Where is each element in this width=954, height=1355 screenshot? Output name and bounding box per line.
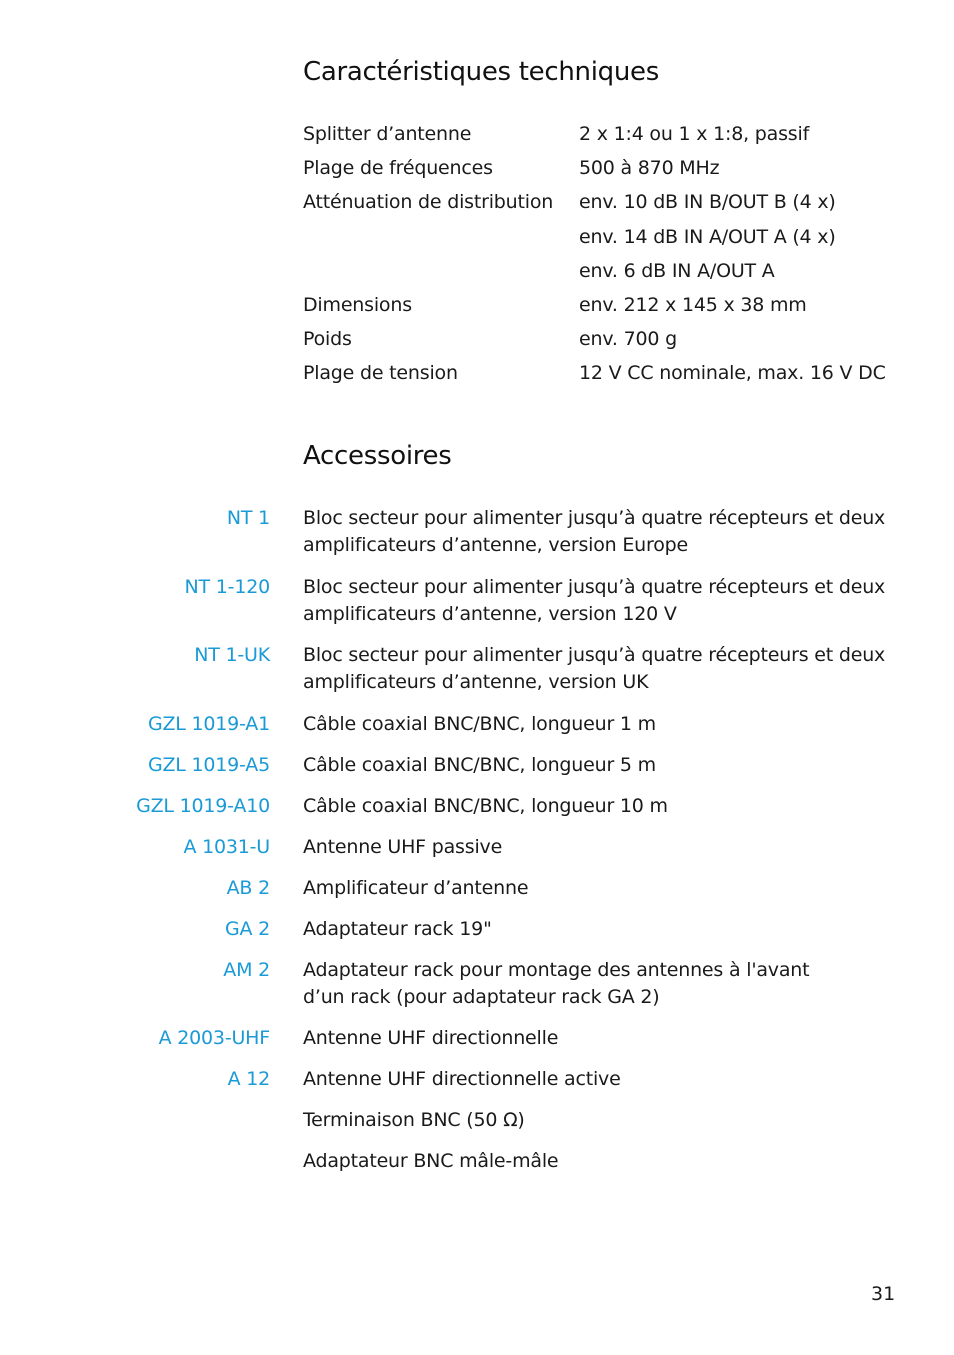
accessory-description-line: Adaptateur rack pour montage des antennes à l'avant (303, 958, 810, 981)
accessory-description (303, 711, 913, 738)
accessory-description (303, 752, 913, 779)
accessory-description-line: Antenne UHF directionnelle (303, 1027, 559, 1049)
accessory-code: NT 1-UK (194, 644, 270, 666)
spec-row (303, 359, 923, 393)
accessory-description (303, 916, 913, 943)
accessory-item (0, 574, 954, 643)
accessory-item (0, 1148, 954, 1189)
accessory-description-line: Bloc secteur pour alimenter jusqu’à quatre récepteurs et deux (303, 507, 886, 529)
accessory-description-line: Bloc secteur pour alimenter jusqu’à quatre récepteurs et deux (303, 644, 886, 666)
accessory-item (0, 916, 954, 957)
accessory-description (303, 1066, 913, 1093)
accessory-description (303, 574, 913, 628)
accessory-description-line: Câble coaxial BNC/BNC, longueur 10 m (303, 794, 668, 817)
accessory-item (0, 834, 954, 875)
accessory-description-line: Terminaison BNC (50 Ω) (303, 1109, 525, 1131)
accessories-list (0, 505, 954, 1189)
accessory-item (0, 642, 954, 711)
accessory-description (303, 875, 913, 902)
spec-label: Splitter d’antenne (303, 123, 472, 145)
accessory-item (0, 752, 954, 793)
accessory-code: A 2003-UHF (158, 1027, 270, 1049)
accessory-description (303, 1025, 913, 1052)
accessory-code: GZL 1019-A1 (147, 712, 270, 735)
accessory-description-line: Câble coaxial BNC/BNC, longueur 1 m (303, 712, 656, 735)
accessories-heading: Accessoires (303, 441, 452, 471)
spec-value: 500 à 870 MHz (579, 157, 720, 180)
spec-row (303, 325, 923, 359)
spec-value: env. 10 dB IN B/OUT B (4 x) (579, 191, 836, 214)
accessory-description (303, 834, 913, 861)
spec-value: env. 212 x 145 x 38 mm (579, 293, 807, 316)
accessory-description (303, 505, 913, 559)
accessory-description-line: d’un rack (pour adaptateur rack GA 2) (303, 985, 660, 1008)
accessory-description-line: Bloc secteur pour alimenter jusqu’à quatre récepteurs et deux (303, 575, 886, 598)
specifications-table (303, 120, 923, 394)
accessory-item (0, 505, 954, 574)
accessory-code: NT 1 (226, 507, 270, 529)
accessory-item (0, 711, 954, 752)
accessory-description-line: amplificateurs d’antenne, version UK (303, 671, 649, 693)
accessory-item (0, 957, 954, 1026)
spec-label: Plage de fréquences (303, 157, 493, 180)
accessory-description-line: Adaptateur rack 19" (303, 917, 492, 940)
accessory-code: AM 2 (223, 958, 270, 981)
spec-value: env. 14 dB IN A/OUT A (4 x) (579, 225, 836, 248)
accessory-description (303, 1107, 913, 1134)
accessory-description-line: Adaptateur BNC mâle-mâle (303, 1150, 559, 1172)
accessory-description (303, 642, 913, 696)
accessory-description (303, 957, 913, 1011)
accessory-item (0, 1107, 954, 1148)
accessory-description-line: Amplificateur d’antenne (303, 876, 529, 899)
spec-row (303, 120, 923, 154)
accessory-item (0, 875, 954, 916)
spec-row (303, 257, 923, 291)
accessory-code: NT 1-120 (184, 575, 270, 598)
spec-label: Atténuation de distribution (303, 191, 554, 214)
spec-value: 12 V CC nominale, max. 16 V DC (579, 362, 886, 385)
accessory-code: GZL 1019-A5 (147, 753, 270, 776)
accessory-description (303, 793, 913, 820)
accessory-code: GA 2 (224, 917, 270, 940)
spec-label: Dimensions (303, 293, 412, 316)
accessory-item (0, 1025, 954, 1066)
accessory-code: A 12 (227, 1068, 270, 1090)
accessory-item (0, 793, 954, 834)
accessory-code: AB 2 (226, 876, 270, 899)
accessory-description-line: Antenne UHF directionnelle active (303, 1068, 621, 1090)
spec-row (303, 291, 923, 325)
page-number: 31 (871, 1283, 896, 1305)
accessory-description-line: amplificateurs d’antenne, version 120 V (303, 602, 677, 625)
spec-label: Plage de tension (303, 362, 458, 385)
accessory-code: GZL 1019-A10 (136, 794, 270, 817)
spec-value: env. 700 g (579, 328, 677, 351)
spec-row (303, 223, 923, 257)
specifications-heading: Caractéristiques techniques (303, 57, 659, 87)
spec-row (303, 188, 923, 222)
accessory-description-line: amplificateurs d’antenne, version Europe (303, 534, 688, 556)
spec-value: env. 6 dB IN A/OUT A (579, 259, 775, 282)
accessory-description-line: Antenne UHF passive (303, 835, 503, 858)
spec-label: Poids (303, 328, 352, 351)
spec-value: 2 x 1:4 ou 1 x 1:8, passif (579, 123, 810, 145)
accessory-description (303, 1148, 913, 1175)
accessory-description-line: Câble coaxial BNC/BNC, longueur 5 m (303, 753, 656, 776)
accessory-code: A 1031-U (183, 835, 270, 858)
accessory-item (0, 1066, 954, 1107)
spec-row (303, 154, 923, 188)
